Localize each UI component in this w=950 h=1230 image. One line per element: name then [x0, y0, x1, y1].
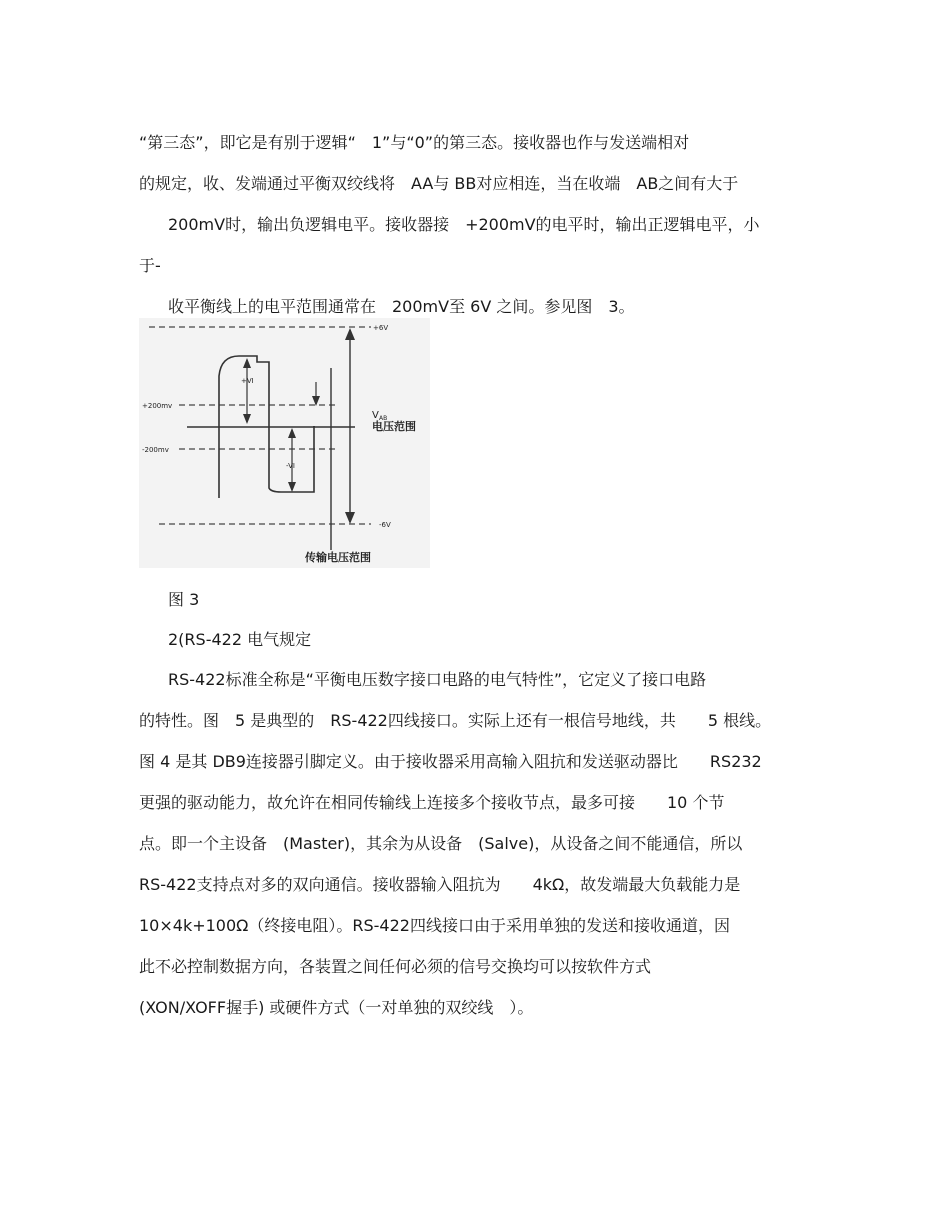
vab-arrow-head-up — [345, 328, 355, 340]
paragraph-line: 的特性。图 5 是典型的 RS-422四线接口。实际上还有一根信号地线，共 5 根线。 — [139, 711, 772, 730]
voltage-range-figure — [139, 318, 430, 568]
minus-vi-arrow-head-down — [288, 482, 296, 492]
minus200-label: -200mv — [142, 446, 169, 454]
paragraph-line: (XON/XOFF握手) 或硬件方式（一对单独的双绞线 ）。 — [139, 998, 534, 1017]
vab-range-label: 电压范围 — [372, 420, 416, 433]
minus6v-label: -6V — [379, 521, 391, 529]
vab-v-label: V — [372, 410, 379, 421]
section-heading: 2(RS-422 电气规定 — [168, 630, 312, 649]
plus-vi-arrow-head-down — [243, 414, 251, 424]
plus-vi-arrow-head-up — [243, 358, 251, 368]
figure-caption: 图 3 — [168, 590, 200, 609]
paragraph-line: 10×4k+100Ω（终接电阻）。RS-422四线接口由于采用单独的发送和接收通道，因 — [139, 916, 730, 935]
vab-sub-label: AB — [379, 415, 388, 422]
paragraph-line: RS-422标准全称是“平衡电压数字接口电路的电气特性”，它定义了接口电路 — [168, 670, 707, 689]
paragraph-line: 于- — [139, 256, 161, 275]
plus6v-label: +6V — [373, 324, 389, 332]
paragraph-line: 的规定，收、发端通过平衡双绞线将 AA与 BB对应相连，当在收端 AB之间有大于 — [139, 174, 739, 193]
minus-vi-arrow-head-up — [288, 428, 296, 438]
paragraph-line: “第三态”，即它是有别于逻辑“ 1”与“0”的第三态。接收器也作与发送端相对 — [139, 133, 690, 152]
plus200-label: +200mv — [142, 402, 173, 410]
paragraph-line: 此不必控制数据方向，各装置之间任何必须的信号交换均可以按软件方式 — [139, 957, 652, 976]
paragraph-line: 收平衡线上的电平范围通常在 200mV至 6V 之间。参见图 3。 — [168, 297, 635, 316]
paragraph-line: 点。即一个主设备 (Master)，其余为从设备 (Salve)，从设备之间不能通信，所以 — [139, 834, 743, 853]
plus-vi-label: +VI — [241, 377, 254, 385]
transmission-range-label: 传输电压范围 — [305, 551, 371, 564]
paragraph-line: 更强的驱动能力，故允许在相同传输线上连接多个接收节点，最多可接 10 个节 — [139, 793, 725, 812]
paragraph-line: RS-422支持点对多的双向通信。接收器输入阻抗为 4kΩ，故发端最大负载能力是 — [139, 875, 741, 894]
voltage-range-diagram — [139, 318, 430, 568]
paragraph-line: 图 4 是其 DB9连接器引脚定义。由于接收器采用高输入阻抗和发送驱动器比 RS232 — [139, 752, 762, 771]
paragraph-line: 200mV时，输出负逻辑电平。接收器接 +200mV的电平时，输出正逻辑电平，小 — [168, 215, 760, 234]
minus-vi-label: -VI — [286, 462, 295, 470]
vab-arrow-head-down — [345, 512, 355, 524]
